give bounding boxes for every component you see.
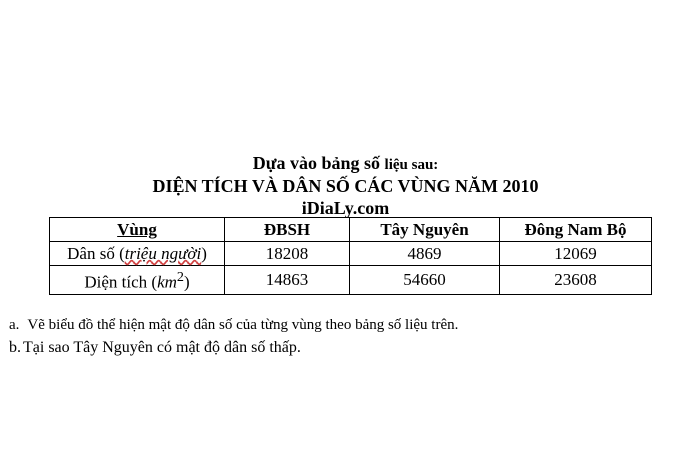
row-label-area <box>50 266 225 295</box>
header-dbsh: ĐBSH <box>225 218 350 242</box>
cell-population-dong-nam-bo: 12069 <box>500 242 652 266</box>
row-label-population <box>50 242 225 266</box>
question-b-marker: b. <box>9 339 21 356</box>
header-dong-nam-bo: Đông Nam Bộ <box>500 218 652 242</box>
row-label-prefix: Diện tích ( <box>84 272 158 292</box>
cell-population-dbsh: 18208 <box>225 242 350 266</box>
row-label-unit: km <box>157 272 177 292</box>
question-a-marker: a. <box>9 317 20 333</box>
intro-main-text: Dựa vào bảng số <box>252 153 381 173</box>
table-row-area <box>50 266 652 295</box>
row-label-unit: triệu người <box>124 243 202 263</box>
intro-heading <box>0 152 691 176</box>
row-label-suffix: ) <box>183 272 190 292</box>
header-tay-nguyen: Tây Nguyên <box>350 218 500 242</box>
question-a <box>9 315 458 335</box>
row-label-sup: 2 <box>176 269 184 285</box>
cell-area-dong-nam-bo: 23608 <box>500 266 652 295</box>
question-a-text: Vẽ biểu đồ thể hiện mật độ dân số của từng vùng theo bảng số liệu trên. <box>27 317 459 333</box>
table-header-row <box>50 218 652 242</box>
header-region-label: Vùng <box>117 219 157 239</box>
site-name: iDiaLy.com <box>301 198 390 218</box>
cell-area-dbsh: 14863 <box>225 266 350 295</box>
cell-area-tay-nguyen: 54660 <box>350 266 500 295</box>
data-table <box>49 217 652 295</box>
table-title: DIỆN TÍCH VÀ DÂN SỐ CÁC VÙNG NĂM 2010 <box>152 176 539 196</box>
question-b-text: Tại sao Tây Nguyên có mật độ dân số thấp. <box>23 339 301 356</box>
cell-population-tay-nguyen: 4869 <box>350 242 500 266</box>
question-b <box>9 338 301 358</box>
row-label-suffix: ) <box>201 243 207 263</box>
intro-small-text: liệu sau: <box>384 157 439 173</box>
row-label-prefix: Dân số ( <box>67 243 125 263</box>
header-region <box>50 218 225 242</box>
table-row-population <box>50 242 652 266</box>
